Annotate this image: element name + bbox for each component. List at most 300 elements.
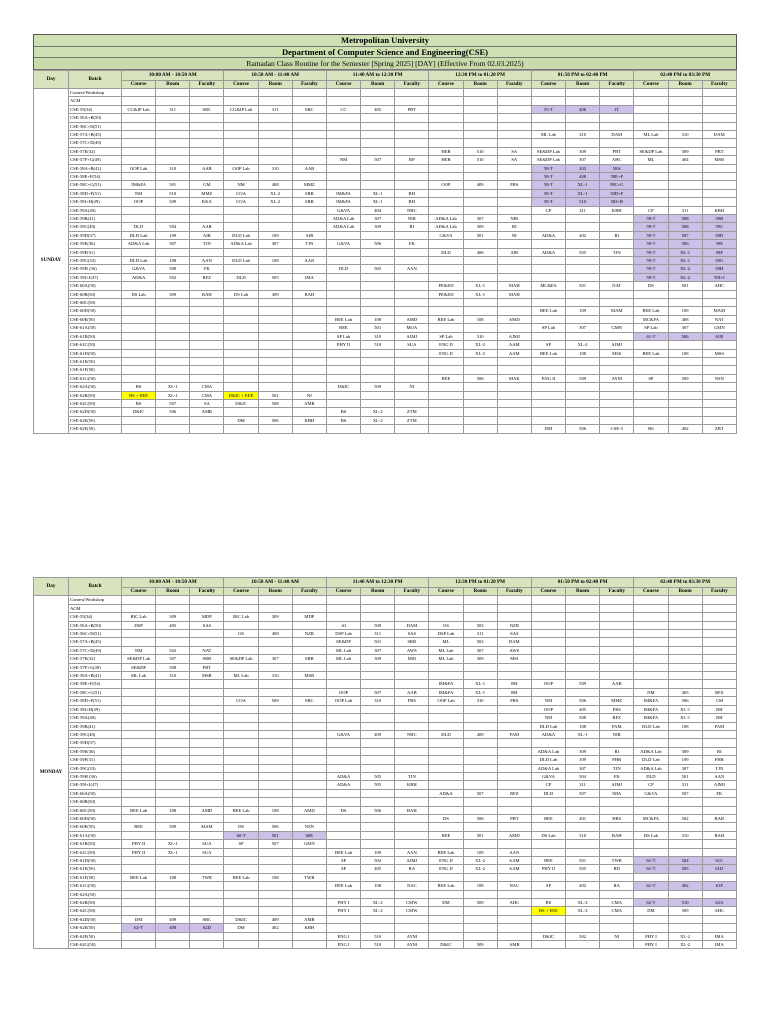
- room-cell: [156, 680, 190, 688]
- course-cell: [224, 223, 258, 231]
- table-row: [34, 840, 737, 848]
- room-cell: [156, 130, 190, 138]
- room-cell: [463, 596, 497, 604]
- course-cell: RIC Lab: [122, 613, 156, 621]
- room-cell: 310: [668, 130, 702, 138]
- table-row: [34, 823, 737, 831]
- course-cell: [634, 924, 668, 932]
- subcolumn-header: Faculty: [497, 80, 531, 88]
- room-cell: [566, 357, 600, 365]
- room-cell: XL-2: [566, 907, 600, 915]
- course-cell: [224, 357, 258, 365]
- course-cell: DS: [224, 823, 258, 831]
- room-cell: [361, 257, 395, 265]
- room-cell: [156, 890, 190, 898]
- room-cell: 508: [156, 265, 190, 273]
- course-cell: [224, 730, 258, 738]
- course-cell: D&IC: [531, 932, 565, 940]
- room-cell: 310: [156, 164, 190, 172]
- course-cell: [531, 391, 565, 399]
- room-cell: [361, 374, 395, 382]
- room-cell: [361, 114, 395, 122]
- course-cell: [634, 680, 668, 688]
- faculty-cell: [395, 747, 429, 755]
- faculty-cell: [702, 672, 736, 680]
- room-cell: 508: [668, 215, 702, 223]
- course-cell: 62-T: [634, 899, 668, 907]
- room-cell: [361, 873, 395, 881]
- faculty-cell: [702, 383, 736, 391]
- course-cell: [429, 714, 463, 722]
- faculty-cell: 59I+J: [702, 273, 736, 281]
- course-cell: OOP Lab: [224, 164, 258, 172]
- faculty-cell: [190, 332, 224, 340]
- course-cell: [326, 425, 360, 433]
- faculty-cell: [190, 882, 224, 890]
- faculty-cell: NI: [600, 932, 634, 940]
- room-cell: [156, 705, 190, 713]
- course-cell: [224, 789, 258, 797]
- course-cell: 58-T: [531, 172, 565, 180]
- faculty-cell: AMD: [497, 315, 531, 323]
- course-cell: [224, 307, 258, 315]
- room-cell: [156, 299, 190, 307]
- subcolumn-header: Course: [326, 80, 360, 88]
- course-cell: AD&A: [326, 781, 360, 789]
- faculty-cell: NHC: [395, 730, 429, 738]
- table-row: [34, 899, 737, 907]
- time-slot-header: 11:40 AM to 12:30 PM: [326, 578, 428, 588]
- table-row: [34, 596, 737, 604]
- faculty-cell: [190, 596, 224, 604]
- faculty-cell: [292, 899, 326, 907]
- course-cell: [531, 806, 565, 814]
- room-cell: 505: [361, 772, 395, 780]
- room-cell: 506: [463, 374, 497, 382]
- room-cell: 405: [156, 621, 190, 629]
- course-cell: [634, 88, 668, 96]
- course-cell: DLD Lab: [224, 257, 258, 265]
- course-cell: [224, 332, 258, 340]
- room-cell: [258, 646, 292, 654]
- room-cell: 501: [156, 181, 190, 189]
- room-cell: 510: [566, 198, 600, 206]
- course-cell: [122, 215, 156, 223]
- room-cell: [258, 848, 292, 856]
- faculty-cell: BAH: [702, 831, 736, 839]
- table-row: [34, 646, 737, 654]
- faculty-cell: KKA: [190, 198, 224, 206]
- room-cell: [668, 172, 702, 180]
- course-cell: [634, 299, 668, 307]
- batch-cell: CSE-58D+F(51): [69, 697, 122, 705]
- faculty-cell: [190, 857, 224, 865]
- room-cell: [668, 730, 702, 738]
- faculty-cell: [395, 164, 429, 172]
- course-cell: [326, 357, 360, 365]
- room-cell: [361, 680, 395, 688]
- faculty-cell: 60E: [292, 831, 326, 839]
- faculty-cell: FK: [702, 789, 736, 797]
- course-cell: [634, 408, 668, 416]
- faculty-cell: [292, 680, 326, 688]
- course-cell: AD&A: [122, 273, 156, 281]
- room-cell: 408: [668, 315, 702, 323]
- room-cell: 311: [258, 105, 292, 113]
- room-cell: [258, 147, 292, 155]
- room-cell: [361, 604, 395, 612]
- subcolumn-header: Faculty: [600, 80, 634, 88]
- batch-cell: CSE-61G(50): [69, 882, 122, 890]
- faculty-cell: AYM: [395, 941, 429, 949]
- faculty-cell: [292, 374, 326, 382]
- batch-cell: CSE-62E(50): [69, 924, 122, 932]
- room-cell: [566, 88, 600, 96]
- course-cell: BS: [531, 899, 565, 907]
- room-cell: [258, 781, 292, 789]
- course-cell: DLD Lab: [224, 231, 258, 239]
- room-cell: [668, 88, 702, 96]
- faculty-cell: AIR: [190, 231, 224, 239]
- faculty-cell: [190, 831, 224, 839]
- room-cell: 509: [566, 374, 600, 382]
- faculty-cell: CMA: [600, 907, 634, 915]
- course-cell: DLD: [429, 730, 463, 738]
- room-cell: XL-1: [156, 840, 190, 848]
- faculty-cell: [702, 181, 736, 189]
- faculty-cell: NIR: [395, 215, 429, 223]
- room-cell: XL-2: [258, 189, 292, 197]
- course-cell: HEB: [429, 147, 463, 155]
- course-cell: [224, 663, 258, 671]
- room-cell: XL-1: [156, 848, 190, 856]
- faculty-cell: NAT: [600, 282, 634, 290]
- table-row: [34, 739, 737, 747]
- room-cell: 307: [258, 240, 292, 248]
- faculty-cell: [600, 399, 634, 407]
- faculty-cell: [702, 663, 736, 671]
- batch-cell: CSE-61C(50): [69, 848, 122, 856]
- faculty-cell: [190, 781, 224, 789]
- room-cell: XL-1: [463, 282, 497, 290]
- course-cell: DLD: [326, 265, 360, 273]
- batch-cell: CSE-61G(50): [69, 374, 122, 382]
- course-cell: [429, 924, 463, 932]
- course-cell: 62-T: [122, 924, 156, 932]
- course-cell: [634, 416, 668, 424]
- table-row: [34, 680, 737, 688]
- course-cell: [531, 139, 565, 147]
- room-cell: XL-1: [156, 391, 190, 399]
- course-cell: [531, 122, 565, 130]
- faculty-cell: [292, 857, 326, 865]
- faculty-cell: MSI: [395, 655, 429, 663]
- room-cell: [463, 840, 497, 848]
- faculty-cell: TJN: [600, 248, 634, 256]
- room-cell: 506: [361, 806, 395, 814]
- table-row: [34, 848, 737, 856]
- faculty-cell: KBH: [292, 924, 326, 932]
- faculty-cell: [497, 206, 531, 214]
- course-cell: AD&A: [531, 730, 565, 738]
- course-cell: [122, 814, 156, 822]
- room-cell: 405: [361, 865, 395, 873]
- course-cell: [326, 164, 360, 172]
- course-cell: MC&FA: [634, 814, 668, 822]
- faculty-cell: RFZ: [190, 273, 224, 281]
- room-cell: 310: [566, 130, 600, 138]
- course-cell: [429, 399, 463, 407]
- course-cell: [122, 697, 156, 705]
- table-row: [34, 332, 737, 340]
- room-cell: 310: [258, 672, 292, 680]
- course-cell: DSP: [122, 621, 156, 629]
- course-cell: DLD: [531, 789, 565, 797]
- faculty-cell: [702, 290, 736, 298]
- faculty-cell: [395, 366, 429, 374]
- batch-cell: CSE-57A+B(45): [69, 638, 122, 646]
- room-cell: 311: [566, 206, 600, 214]
- faculty-cell: ZTM: [395, 416, 429, 424]
- faculty-cell: RH: [395, 189, 429, 197]
- course-cell: [634, 739, 668, 747]
- room-cell: [463, 88, 497, 96]
- room-cell: 311: [668, 781, 702, 789]
- room-cell: 504: [156, 223, 190, 231]
- table-row: [34, 349, 737, 357]
- faculty-cell: [292, 646, 326, 654]
- course-cell: G&VA: [634, 789, 668, 797]
- room-cell: [463, 97, 497, 105]
- course-cell: [224, 621, 258, 629]
- room-cell: [668, 638, 702, 646]
- course-cell: [531, 416, 565, 424]
- room-cell: [258, 722, 292, 730]
- course-cell: [224, 366, 258, 374]
- room-cell: [668, 798, 702, 806]
- faculty-cell: 61D: [702, 865, 736, 873]
- batch-cell: CSE-58I+H(49): [69, 198, 122, 206]
- room-cell: 502: [566, 932, 600, 940]
- room-cell: 408: [156, 924, 190, 932]
- room-cell: 510: [156, 189, 190, 197]
- course-cell: AD&A Lab: [326, 215, 360, 223]
- course-cell: [122, 730, 156, 738]
- subcolumn-header: Course: [634, 80, 668, 88]
- faculty-cell: [190, 764, 224, 772]
- room-cell: 108: [156, 873, 190, 881]
- course-cell: [531, 840, 565, 848]
- room-cell: [258, 315, 292, 323]
- course-cell: COA: [224, 189, 258, 197]
- course-cell: DS: [326, 806, 360, 814]
- batch-header: Batch: [69, 70, 122, 88]
- course-cell: [122, 88, 156, 96]
- course-cell: [326, 172, 360, 180]
- faculty-cell: [395, 257, 429, 265]
- faculty-cell: [292, 882, 326, 890]
- batch-cell: CSE-58I+H(49): [69, 705, 122, 713]
- faculty-cell: 59H: [702, 265, 736, 273]
- course-cell: [634, 823, 668, 831]
- batch-cell: CSE-59G(33): [69, 764, 122, 772]
- room-cell: [668, 680, 702, 688]
- faculty-cell: [395, 425, 429, 433]
- course-cell: [429, 130, 463, 138]
- table-row: [34, 231, 737, 239]
- faculty-cell: [600, 630, 634, 638]
- faculty-cell: [292, 147, 326, 155]
- room-cell: 307: [566, 324, 600, 332]
- room-cell: 510: [361, 341, 395, 349]
- room-cell: [361, 307, 395, 315]
- course-cell: [634, 122, 668, 130]
- course-cell: [326, 139, 360, 147]
- faculty-cell: [702, 655, 736, 663]
- faculty-cell: TJN: [395, 772, 429, 780]
- course-cell: PHY II: [122, 840, 156, 848]
- faculty-cell: [190, 248, 224, 256]
- room-cell: 506: [258, 823, 292, 831]
- room-cell: [361, 764, 395, 772]
- room-cell: [156, 357, 190, 365]
- room-cell: [156, 341, 190, 349]
- room-cell: [156, 114, 190, 122]
- room-cell: 506: [463, 814, 497, 822]
- faculty-cell: RI: [395, 223, 429, 231]
- subcolumn-header: Course: [429, 80, 463, 88]
- room-cell: [156, 747, 190, 755]
- course-cell: SE&DP Lab: [122, 655, 156, 663]
- room-cell: [566, 915, 600, 923]
- batch-cell: ACM: [69, 97, 122, 105]
- room-cell: [566, 672, 600, 680]
- faculty-cell: [395, 248, 429, 256]
- faculty-cell: [190, 172, 224, 180]
- faculty-cell: [600, 915, 634, 923]
- course-cell: [122, 366, 156, 374]
- faculty-cell: [497, 932, 531, 940]
- faculty-cell: [395, 349, 429, 357]
- course-cell: IM&FA: [326, 189, 360, 197]
- faculty-cell: SRC: [292, 105, 326, 113]
- table-row: [34, 408, 737, 416]
- course-cell: [429, 139, 463, 147]
- faculty-cell: [600, 840, 634, 848]
- faculty-cell: [600, 638, 634, 646]
- faculty-cell: [292, 223, 326, 231]
- room-cell: [361, 789, 395, 797]
- table-row: [34, 672, 737, 680]
- room-cell: [258, 663, 292, 671]
- course-cell: PHY I: [634, 932, 668, 940]
- course-cell: DM: [122, 915, 156, 923]
- course-cell: [429, 172, 463, 180]
- course-cell: PHY I: [326, 899, 360, 907]
- faculty-cell: [395, 831, 429, 839]
- room-cell: [361, 823, 395, 831]
- room-cell: 109: [566, 307, 600, 315]
- course-cell: [429, 604, 463, 612]
- course-cell: DLD: [122, 223, 156, 231]
- faculty-cell: AHC: [702, 282, 736, 290]
- room-cell: [668, 383, 702, 391]
- course-cell: [224, 772, 258, 780]
- room-cell: [668, 399, 702, 407]
- room-cell: [463, 798, 497, 806]
- faculty-cell: [190, 722, 224, 730]
- room-cell: [361, 391, 395, 399]
- table-row: [34, 240, 737, 248]
- room-cell: 307: [361, 215, 395, 223]
- faculty-cell: [190, 88, 224, 96]
- course-cell: SE&DP Lab: [531, 156, 565, 164]
- faculty-cell: [292, 798, 326, 806]
- course-cell: [429, 823, 463, 831]
- table-row: [34, 604, 737, 612]
- course-cell: DSP Lab: [429, 630, 463, 638]
- room-cell: 507: [668, 789, 702, 797]
- course-cell: [224, 114, 258, 122]
- course-cell: CP: [634, 206, 668, 214]
- room-cell: XL-2: [463, 865, 497, 873]
- course-cell: [634, 198, 668, 206]
- course-cell: [531, 97, 565, 105]
- faculty-cell: [497, 798, 531, 806]
- faculty-cell: [395, 374, 429, 382]
- course-cell: [429, 781, 463, 789]
- room-cell: [463, 764, 497, 772]
- room-cell: [566, 604, 600, 612]
- room-cell: XL-2: [668, 932, 702, 940]
- faculty-cell: [600, 408, 634, 416]
- table-row: [34, 324, 737, 332]
- batch-cell: CSE-60D(50): [69, 814, 122, 822]
- table-row: [34, 907, 737, 915]
- course-cell: DS: [634, 282, 668, 290]
- batch-cell: CSE-57E(32): [69, 655, 122, 663]
- table-row: [34, 147, 737, 155]
- room-cell: [361, 924, 395, 932]
- course-cell: [326, 181, 360, 189]
- room-cell: 507: [463, 789, 497, 797]
- faculty-cell: [497, 705, 531, 713]
- course-cell: [531, 924, 565, 932]
- room-cell: [361, 366, 395, 374]
- faculty-cell: NAT: [702, 315, 736, 323]
- course-cell: AD&A: [326, 772, 360, 780]
- room-cell: [668, 890, 702, 898]
- faculty-cell: [600, 139, 634, 147]
- course-cell: [326, 672, 360, 680]
- course-cell: AD&A Lab: [531, 764, 565, 772]
- batch-header: Batch: [69, 578, 122, 596]
- faculty-cell: [702, 840, 736, 848]
- faculty-cell: 59C: [702, 223, 736, 231]
- course-cell: PE&ED: [429, 290, 463, 298]
- faculty-cell: [497, 399, 531, 407]
- faculty-cell: [600, 332, 634, 340]
- course-cell: [634, 646, 668, 654]
- faculty-cell: [190, 374, 224, 382]
- room-cell: [258, 408, 292, 416]
- course-cell: [326, 680, 360, 688]
- course-cell: [531, 88, 565, 96]
- course-cell: PHY I: [326, 907, 360, 915]
- course-cell: OOP: [122, 198, 156, 206]
- course-cell: IM&FA: [634, 714, 668, 722]
- room-cell: 507: [566, 789, 600, 797]
